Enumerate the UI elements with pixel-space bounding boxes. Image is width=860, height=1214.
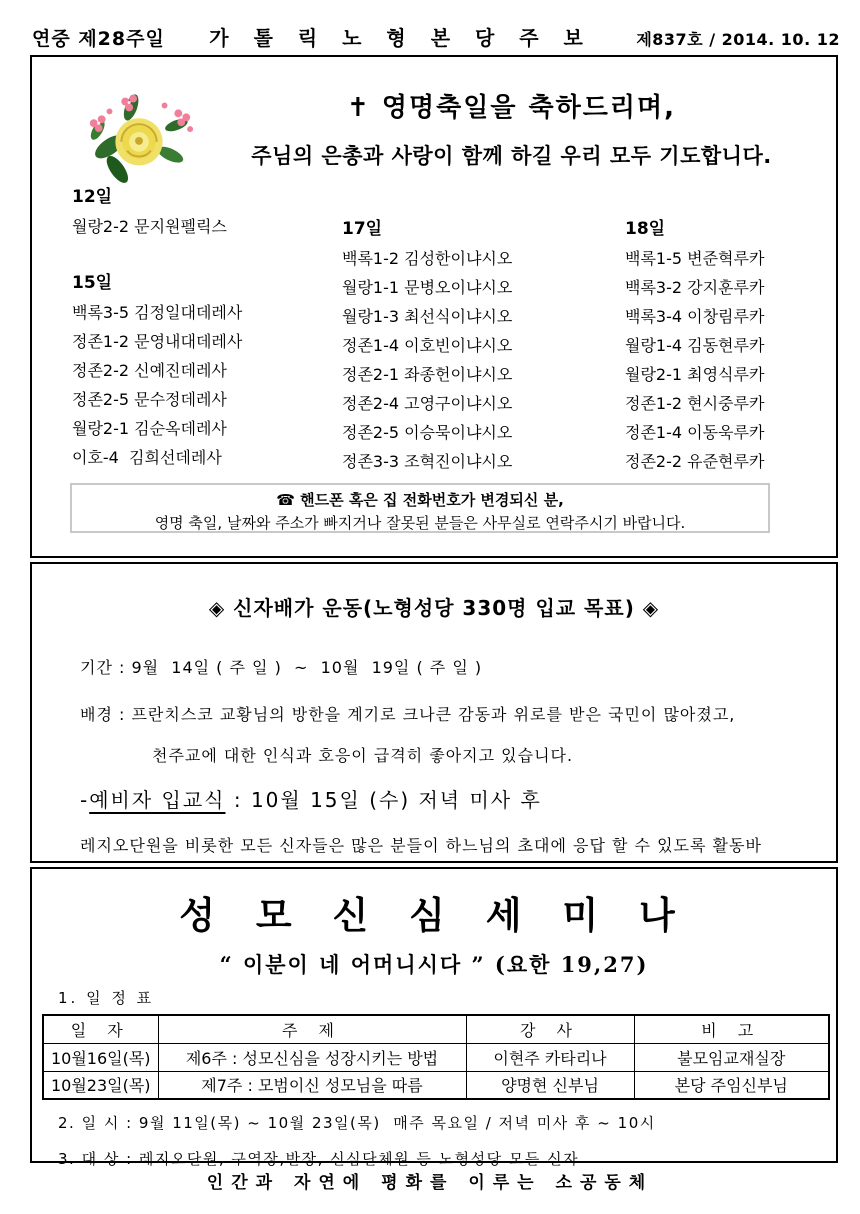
masthead: [32, 22, 840, 51]
campaign-background-1: 배경 : 프란치스코 교황님의 방한을 계기로 크나큰 감동과 위로를 받은 국민이 많아졌고,: [80, 705, 736, 724]
name-entry: 백록3-4 이창림루카: [625, 307, 765, 326]
name-entry: 정존2-4 고영구이냐시오: [342, 394, 513, 413]
seminar-schedule-time: 2. 일 시 : 9월 11일(목) ~ 10월 23일(목) 매주 목요일 / 저녁 미사 후 ~ 10시: [58, 1114, 656, 1132]
cell-speaker: 이현주 카타리나: [466, 1043, 634, 1071]
name-entry: 정존2-5 이승묵이냐시오: [342, 423, 513, 442]
ceremony-dash: -: [80, 788, 90, 812]
notice-line-2: 영명 축일, 날짜와 주소가 빠지거나 잘못된 분들은 사무실로 연락주시기 바랍니다.: [154, 514, 686, 532]
col-header-topic: 주 제: [158, 1015, 466, 1043]
name-entry: 월랑1-1 문병오이냐시오: [342, 278, 513, 297]
col-header-speaker: 강 사: [466, 1015, 634, 1043]
feast-title-text: 영명축일을 축하드리며,: [381, 93, 676, 123]
column-gap: [72, 241, 242, 269]
seminar-section: [30, 867, 838, 1168]
name-entry: 정존2-5 문수정데레사: [72, 390, 227, 409]
campaign-closing-1: 레지오단원을 비롯한 모든 신자들은 많은 분들이 하느님의 초대에 응답 할 수 있도록 활동바: [80, 836, 762, 855]
seminar-target-audience: 3. 대 상 : 레지오단원, 구역장,반장, 신심단체원 등 노형성당 모든 신자: [58, 1150, 580, 1168]
table-row: [43, 1043, 829, 1071]
name-entry: 월랑2-1 최영식루카: [625, 365, 765, 384]
cell-speaker: 양명현 신부님: [466, 1071, 634, 1099]
name-column-1: [72, 183, 242, 472]
flower-bouquet-icon: [80, 85, 198, 185]
name-entry: 월랑1-3 최선식이냐시오: [342, 307, 513, 326]
date-header: 17일: [342, 219, 383, 239]
name-entry: 정존2-2 유준현루카: [625, 452, 765, 471]
name-entry: 월랑2-1 김순옥데레사: [72, 419, 227, 438]
name-entry: 정존2-2 신예진데레사: [72, 361, 227, 380]
feast-day-section: [30, 55, 838, 558]
feast-subtitle: 주님의 은총과 사랑이 함께 하길 우리 모두 기도합니다.: [251, 144, 772, 168]
table-header-row: [43, 1015, 829, 1043]
name-entry: 정존1-4 이호빈이냐시오: [342, 336, 513, 355]
name-entry: 월랑1-4 김동현루카: [625, 336, 765, 355]
issue-number-date: 제837호 / 2014. 10. 12: [636, 30, 840, 49]
col-header-date: 일 자: [43, 1015, 158, 1043]
table-row: [43, 1071, 829, 1099]
name-entry: 백록1-5 변준혁루카: [625, 249, 765, 268]
name-entry: 정존1-2 문영내대데레사: [72, 332, 243, 351]
evangelization-title: ◈ 신자배가 운동(노형성당 330명 입교 목표) ◈: [208, 596, 660, 620]
col-header-note: 비 고: [634, 1015, 829, 1043]
date-header: 12일: [72, 187, 113, 207]
feast-heading: [207, 87, 816, 170]
seminar-title: 성 모 신 심 세 미 나: [179, 893, 689, 937]
date-header: 18일: [625, 219, 666, 239]
ceremony-label: 예비자 입교식: [89, 788, 226, 812]
liturgical-week: 연중 제28주일: [32, 28, 165, 50]
name-entry: 백록3-5 김정일대데레사: [72, 303, 243, 322]
name-entry: 백록3-2 강지훈루카: [625, 278, 765, 297]
cell-date: 10월23일(목): [43, 1071, 158, 1099]
cell-note: 본당 주임신부님: [634, 1071, 829, 1099]
name-entry: 백록1-2 김성한이냐시오: [342, 249, 513, 268]
date-header: 15일: [72, 273, 113, 293]
ceremony-detail: : 10월 15일 (수) 저녁 미사 후: [225, 788, 542, 812]
yellow-rose: [115, 118, 162, 165]
name-column-3: [625, 215, 764, 476]
cell-note: 불모임교재실장: [634, 1043, 829, 1071]
cell-topic: 제6주 : 성모신심을 성장시키는 방법: [158, 1043, 466, 1071]
cell-topic: 제7주 : 모범이신 성모님을 따름: [158, 1071, 466, 1099]
name-entry: 정존3-3 조혁진이냐시오: [342, 452, 513, 471]
campaign-background-2: 천주교에 대한 인식과 호응이 급격히 좋아지고 있습니다.: [152, 746, 574, 765]
name-entry: 이호-4 김희선데레사: [72, 448, 222, 467]
cross-icon: ✝: [347, 93, 371, 123]
name-column-2: [342, 215, 512, 476]
seminar-subtitle: “ 이분이 네 어머니시다 ” (요한 19,27): [219, 952, 649, 977]
name-entry: 월랑2-2 문지원펠릭스: [72, 217, 227, 236]
evangelization-section: [30, 562, 838, 863]
name-entry: 정존1-4 이동욱루카: [625, 423, 765, 442]
name-entry: 정존2-1 좌종헌이냐시오: [342, 365, 513, 384]
bulletin-title: 가 톨 릭 노 형 본 당 주 보: [209, 26, 592, 50]
cell-date: 10월16일(목): [43, 1043, 158, 1071]
parish-motto: 인간과 자연에 평화를 이루는 소공동체: [206, 1173, 654, 1193]
campaign-period: 기간 : 9월 14일 ( 주 일 ) ~ 10월 19일 ( 주 일 ): [80, 658, 483, 677]
notice-line-1: ☎ 핸드폰 혹은 집 전화번호가 변경되신 분,: [276, 491, 564, 509]
catechumen-ceremony-line: [80, 784, 812, 813]
name-entry: 정존1-2 현시중루카: [625, 394, 765, 413]
feast-title: [207, 87, 816, 124]
contact-change-notice: [70, 483, 770, 533]
schedule-label: 1. 일 정 표: [58, 989, 155, 1007]
seminar-schedule-table: [42, 1014, 830, 1100]
